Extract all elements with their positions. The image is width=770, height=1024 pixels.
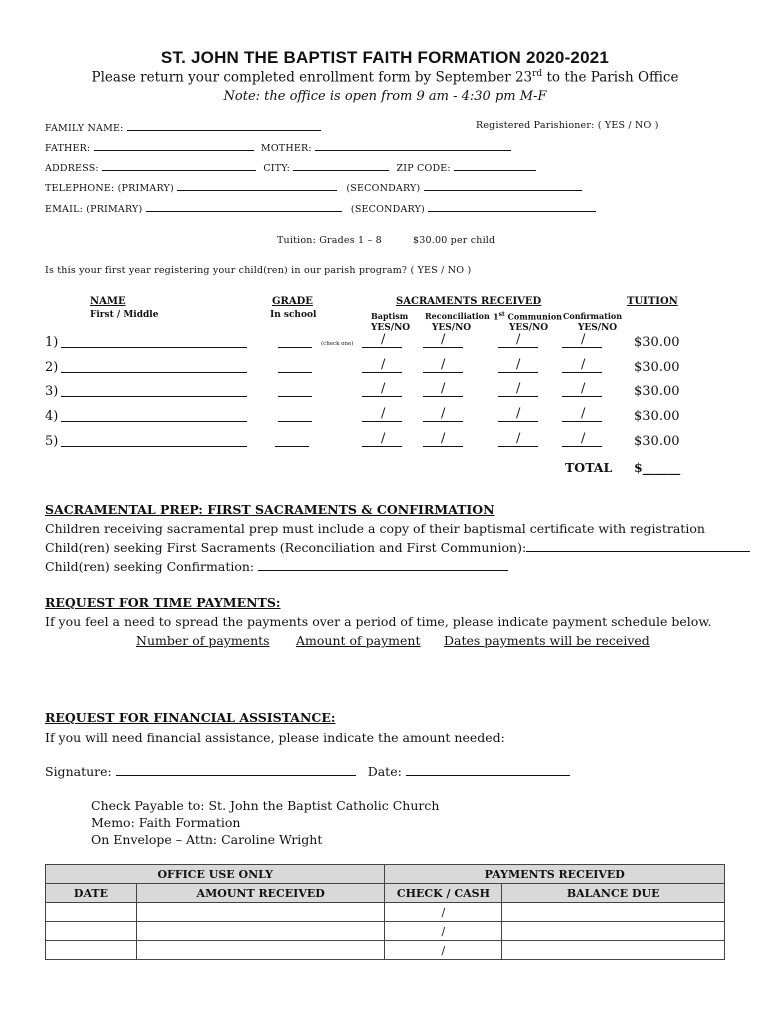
- slash: /: [381, 431, 386, 446]
- email-secondary-field[interactable]: [428, 201, 596, 212]
- subtitle-sup: rd: [532, 69, 543, 79]
- name-header: NAME: [90, 296, 126, 307]
- communion-yesno: YES/NO: [509, 323, 549, 333]
- total-value[interactable]: $______: [634, 460, 681, 475]
- slash: /: [516, 381, 521, 396]
- parents-row: [45, 140, 511, 154]
- slash: /: [581, 332, 586, 347]
- row-number: 4): [45, 409, 59, 424]
- date-field[interactable]: [406, 765, 570, 776]
- financial-assistance-heading: REQUEST FOR FINANCIAL ASSISTANCE:: [45, 710, 336, 725]
- communion-field[interactable]: [498, 421, 538, 422]
- email-label: EMAIL: (PRIMARY): [45, 204, 143, 215]
- signature-field[interactable]: [116, 765, 356, 776]
- child-name-field[interactable]: [61, 396, 247, 397]
- slash: /: [516, 406, 521, 421]
- baptism-field[interactable]: [362, 372, 402, 373]
- child-name-field[interactable]: [61, 347, 247, 348]
- slash: /: [381, 381, 386, 396]
- communion-field[interactable]: [498, 446, 538, 447]
- subtitle-text-end: to the Parish Office: [542, 69, 679, 86]
- confirmation-field[interactable]: [562, 396, 602, 397]
- registered-parishioner[interactable]: Registered Parishioner: ( YES / NO ): [476, 120, 659, 131]
- page-title: ST. JOHN THE BAPTIST FAITH FORMATION 2020-2021: [160, 48, 610, 67]
- slash: /: [381, 332, 386, 347]
- memo: Memo: Faith Formation: [91, 815, 241, 830]
- name-subheader: First / Middle: [90, 310, 159, 320]
- amount-column-header: AMOUNT RECEIVED: [136, 884, 385, 903]
- sacramental-prep-note: Children receiving sacramental prep must include a copy of their baptismal certificate with registration: [45, 521, 705, 536]
- balance-cell[interactable]: [502, 903, 725, 922]
- time-payments-heading: REQUEST FOR TIME PAYMENTS:: [45, 595, 281, 610]
- slash: /: [516, 357, 521, 372]
- city-field[interactable]: [293, 160, 389, 171]
- slash: /: [581, 381, 586, 396]
- grade-field[interactable]: [278, 372, 312, 373]
- father-field[interactable]: [94, 140, 254, 151]
- balance-cell[interactable]: [502, 922, 725, 941]
- zip-field[interactable]: [454, 160, 536, 171]
- reconciliation-field[interactable]: [423, 347, 463, 348]
- family-name-row: [45, 120, 321, 134]
- row-number: 1): [45, 335, 59, 350]
- address-field[interactable]: [102, 160, 256, 171]
- child-name-field[interactable]: [61, 446, 247, 447]
- first-sacraments-row: [45, 540, 750, 555]
- row-fee: $30.00: [634, 409, 680, 424]
- confirmation-field[interactable]: [562, 446, 602, 447]
- child-name-field[interactable]: [61, 421, 247, 422]
- row-fee: $30.00: [634, 360, 680, 375]
- grade-field[interactable]: [278, 396, 312, 397]
- telephone-secondary-label: (SECONDARY): [346, 183, 421, 194]
- first-sacraments-field[interactable]: [526, 541, 750, 552]
- baptism-field[interactable]: [362, 347, 402, 348]
- payments-received-header: PAYMENTS RECEIVED: [385, 865, 725, 884]
- reconciliation-field[interactable]: [423, 372, 463, 373]
- total-label: TOTAL: [565, 460, 613, 475]
- father-label: FATHER:: [45, 143, 91, 154]
- reconciliation-field[interactable]: [423, 396, 463, 397]
- reconciliation-field[interactable]: [423, 421, 463, 422]
- tuition-price: $30.00 per child: [413, 235, 496, 246]
- grade-subheader: In school: [270, 310, 317, 320]
- check-one-note: (check one): [321, 341, 354, 347]
- slash: /: [516, 431, 521, 446]
- sacraments-header: SACRAMENTS RECEIVED: [396, 296, 542, 307]
- signature-label: Signature:: [45, 764, 112, 779]
- slash: /: [441, 381, 446, 396]
- zip-label: ZIP CODE:: [396, 163, 451, 174]
- confirmation-row: [45, 559, 508, 574]
- telephone-row: [45, 180, 582, 194]
- baptism-field[interactable]: [362, 446, 402, 447]
- family-name-field[interactable]: [127, 120, 321, 131]
- grade-header: GRADE: [272, 296, 313, 307]
- table-row: [46, 903, 725, 922]
- tuition-header: TUITION: [627, 296, 678, 307]
- office-hours-note: Note: the office is open from 9 am - 4:30 pm M-F: [223, 89, 547, 104]
- reconciliation-yesno: YES/NO: [432, 323, 472, 333]
- communion-field[interactable]: [498, 347, 538, 348]
- check-cash-cell[interactable]: /: [385, 941, 502, 960]
- table-row: [46, 941, 725, 960]
- date-column-header: DATE: [46, 884, 137, 903]
- date-cell[interactable]: [46, 922, 137, 941]
- reconciliation-field[interactable]: [423, 446, 463, 447]
- email-secondary-label: (SECONDARY): [350, 204, 425, 215]
- confirmation-field[interactable]: [562, 347, 602, 348]
- mother-label: MOTHER:: [260, 143, 312, 154]
- confirmation-header: Confirmation: [563, 311, 623, 321]
- baptism-field[interactable]: [362, 421, 402, 422]
- date-label: Date:: [367, 764, 402, 779]
- amount-cell[interactable]: [136, 941, 385, 960]
- communion-field[interactable]: [498, 372, 538, 373]
- slash: /: [441, 406, 446, 421]
- payment-dates-header: Dates payments will be received: [444, 633, 650, 648]
- slash: /: [381, 406, 386, 421]
- grade-field[interactable]: [278, 347, 312, 348]
- office-use-header: OFFICE USE ONLY: [46, 865, 385, 884]
- child-name-field[interactable]: [61, 372, 247, 373]
- slash: /: [441, 431, 446, 446]
- date-cell[interactable]: [46, 941, 137, 960]
- signature-row: [45, 764, 570, 779]
- confirmation-field[interactable]: [258, 560, 508, 571]
- table-row: [46, 922, 725, 941]
- amount-of-payment-header: Amount of payment: [296, 633, 421, 648]
- check-cash-column-header: CHECK / CASH: [385, 884, 502, 903]
- row-number: 3): [45, 384, 59, 399]
- communion-field[interactable]: [498, 396, 538, 397]
- reconciliation-header: Reconciliation: [425, 311, 490, 321]
- envelope-attn: On Envelope – Attn: Caroline Wright: [91, 832, 323, 847]
- slash: /: [516, 332, 521, 347]
- telephone-primary-field[interactable]: [177, 180, 337, 191]
- subtitle-text: Please return your completed enrollment form by September 23: [91, 69, 533, 86]
- city-label: CITY:: [263, 163, 290, 174]
- baptism-field[interactable]: [362, 396, 402, 397]
- email-row: [45, 201, 596, 215]
- confirmation-field[interactable]: [562, 372, 602, 373]
- sacramental-prep-heading: SACRAMENTAL PREP: FIRST SACRAMENTS & CONFIRMATION: [45, 502, 495, 517]
- first-sacraments-label: Child(ren) seeking First Sacraments (Reconciliation and First Communion):: [45, 540, 527, 555]
- return-instructions: [0, 69, 770, 86]
- row-fee: $30.00: [634, 335, 680, 350]
- telephone-secondary-field[interactable]: [424, 180, 582, 191]
- baptism-yesno: YES/NO: [371, 323, 411, 333]
- amount-cell[interactable]: [136, 903, 385, 922]
- slash: /: [441, 357, 446, 372]
- communion-sup: st: [498, 311, 505, 318]
- communion-header: [493, 311, 562, 322]
- address-label: ADDRESS:: [45, 163, 99, 174]
- grade-field[interactable]: [275, 446, 309, 447]
- check-cash-cell[interactable]: /: [385, 903, 502, 922]
- confirmation-yesno: YES/NO: [578, 323, 618, 333]
- telephone-label: TELEPHONE: (PRIMARY): [45, 183, 174, 194]
- family-name-label: FAMILY NAME:: [45, 123, 124, 134]
- email-primary-field[interactable]: [146, 201, 342, 212]
- office-use-table: [45, 864, 725, 960]
- date-cell[interactable]: [46, 903, 137, 922]
- confirmation-label: Child(ren) seeking Confirmation:: [45, 559, 255, 574]
- row-number: 5): [45, 434, 59, 449]
- slash: /: [581, 357, 586, 372]
- first-year-question[interactable]: Is this your first year registering your child(ren) in our parish program? ( YES / NO ): [45, 265, 472, 276]
- number-of-payments-header: Number of payments: [136, 633, 270, 648]
- slash: /: [441, 332, 446, 347]
- mother-field[interactable]: [315, 140, 511, 151]
- amount-cell[interactable]: [136, 922, 385, 941]
- financial-assistance-note: If you will need financial assistance, please indicate the amount needed:: [45, 730, 505, 745]
- check-cash-cell[interactable]: /: [385, 922, 502, 941]
- baptism-header: Baptism: [371, 311, 409, 321]
- slash: /: [581, 406, 586, 421]
- grade-field[interactable]: [278, 421, 312, 422]
- address-row: [45, 160, 536, 174]
- row-number: 2): [45, 360, 59, 375]
- communion-prefix: 1: [493, 311, 499, 322]
- slash: /: [381, 357, 386, 372]
- communion-suffix: Communion: [504, 311, 562, 322]
- row-fee: $30.00: [634, 384, 680, 399]
- balance-cell[interactable]: [502, 941, 725, 960]
- tuition-grades: Tuition: Grades 1 – 8: [277, 235, 382, 246]
- time-payments-note: If you feel a need to spread the payments over a period of time, please indicate payment schedule below.: [45, 614, 712, 629]
- check-payable: Check Payable to: St. John the Baptist Catholic Church: [91, 798, 440, 813]
- balance-column-header: BALANCE DUE: [502, 884, 725, 903]
- slash: /: [581, 431, 586, 446]
- confirmation-field[interactable]: [562, 421, 602, 422]
- row-fee: $30.00: [634, 434, 680, 449]
